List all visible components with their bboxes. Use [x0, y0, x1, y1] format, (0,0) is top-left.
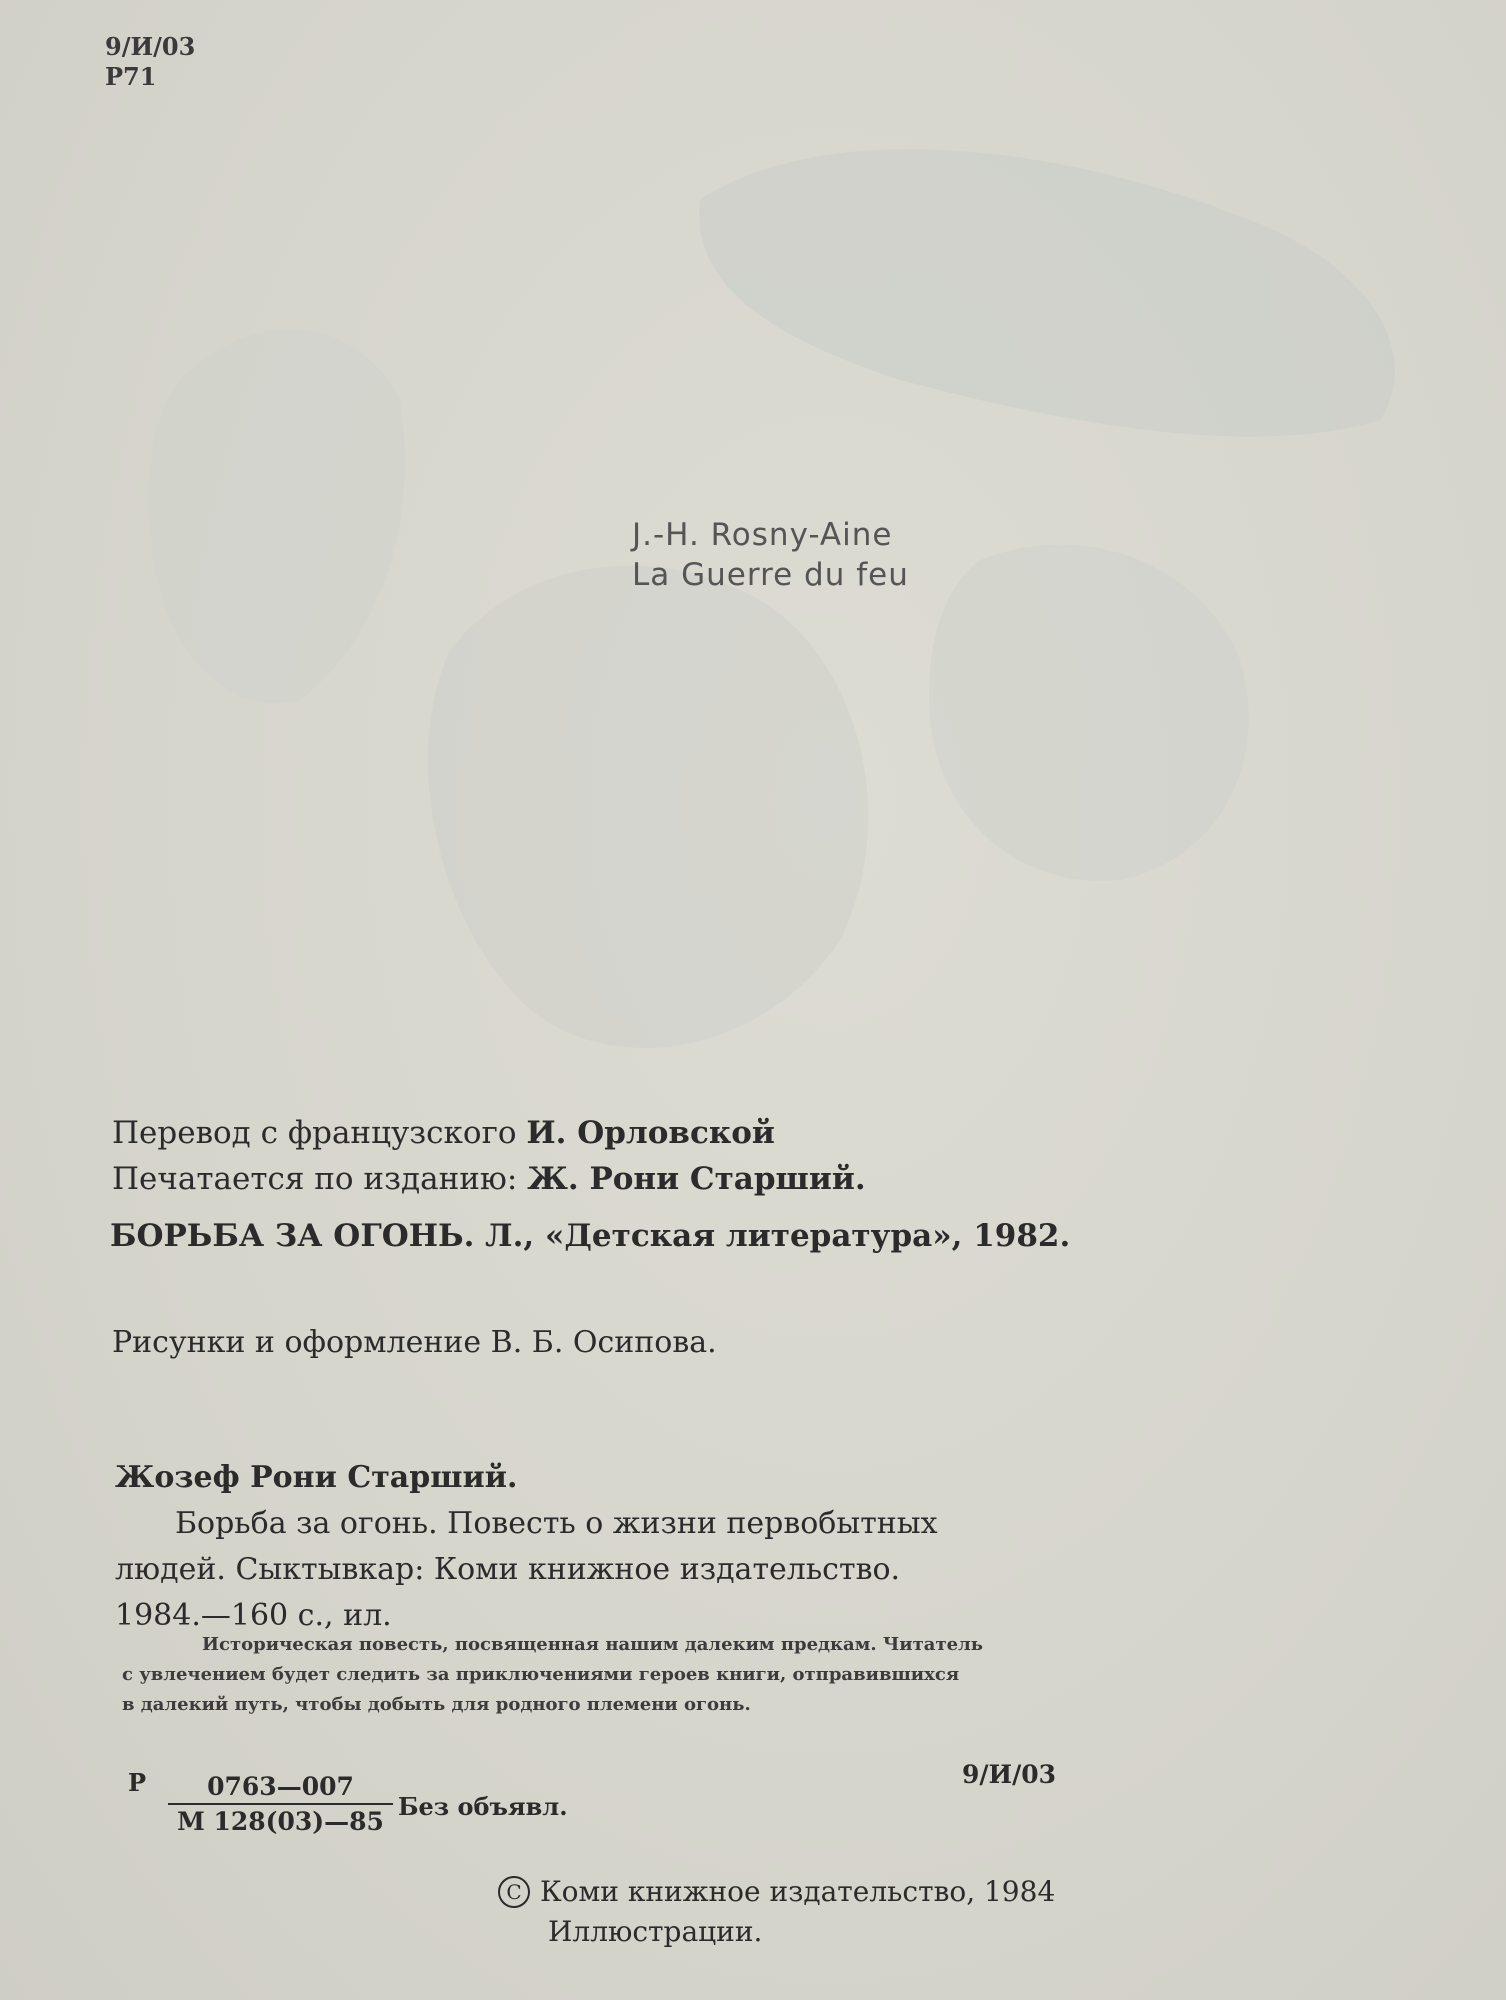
index-fraction	[168, 1772, 393, 1836]
bbk-code: 9/И/03	[105, 32, 196, 61]
annotation-line-3: в далекий путь, чтобы добыть для родного племени огонь.	[122, 1694, 751, 1715]
copyright-line-2: Иллюстрации.	[548, 1915, 763, 1948]
printed-from-line	[112, 1156, 866, 1202]
credits-block	[112, 1110, 866, 1202]
index-letter: Р	[128, 1768, 147, 1797]
original-author: J.-H. Rosny-Aine	[632, 517, 893, 553]
index-denominator: М 128(03)—85	[177, 1807, 384, 1836]
biblio-line-2: людей. Сыктывкар: Коми книжное издательство.	[115, 1552, 901, 1587]
bibliographic-record	[115, 1455, 938, 1639]
translator-name: И. Орловской	[526, 1115, 775, 1151]
biblio-line-3: 1984.—160 с., ил.	[115, 1598, 392, 1633]
source-edition: БОРЬБА ЗА ОГОНЬ. Л., «Детская литература», 1982.	[110, 1218, 1071, 1254]
annotation	[122, 1630, 983, 1720]
author-mark: Р71	[105, 62, 157, 91]
copyright-block	[498, 1872, 1055, 1952]
original-title: La Guerre du feu	[632, 557, 909, 593]
copyright-icon: C	[498, 1876, 530, 1908]
illustrations-credit: Рисунки и оформление В. Б. Осипова.	[112, 1325, 717, 1360]
original-title-block	[632, 515, 909, 595]
biblio-line-1: Борьба за огонь. Повесть о жизни первобытных	[175, 1506, 938, 1541]
translation-prefix: Перевод с французского	[112, 1115, 527, 1151]
annotation-line-2: с увлечением будет следить за приключениями героев книги, отправившихся	[122, 1664, 960, 1685]
copyright-line-1	[498, 1872, 1055, 1912]
bbk-code-header	[105, 32, 195, 92]
translation-line	[112, 1110, 866, 1156]
copyright-holder: Коми книжное издательство, 1984	[540, 1875, 1056, 1908]
biblio-author: Жозеф Рони Старший.	[115, 1460, 518, 1495]
index-note: Без объявл.	[398, 1792, 568, 1821]
index-numerator: 0763—007	[168, 1772, 393, 1805]
printed-author: Ж. Рони Старший.	[527, 1161, 866, 1197]
annotation-line-1: Историческая повесть, посвященная нашим далеким предкам. Читатель	[202, 1634, 983, 1655]
printed-prefix: Печатается по изданию:	[112, 1161, 528, 1197]
bbk-code-bottom: 9/И/03	[962, 1760, 1057, 1789]
